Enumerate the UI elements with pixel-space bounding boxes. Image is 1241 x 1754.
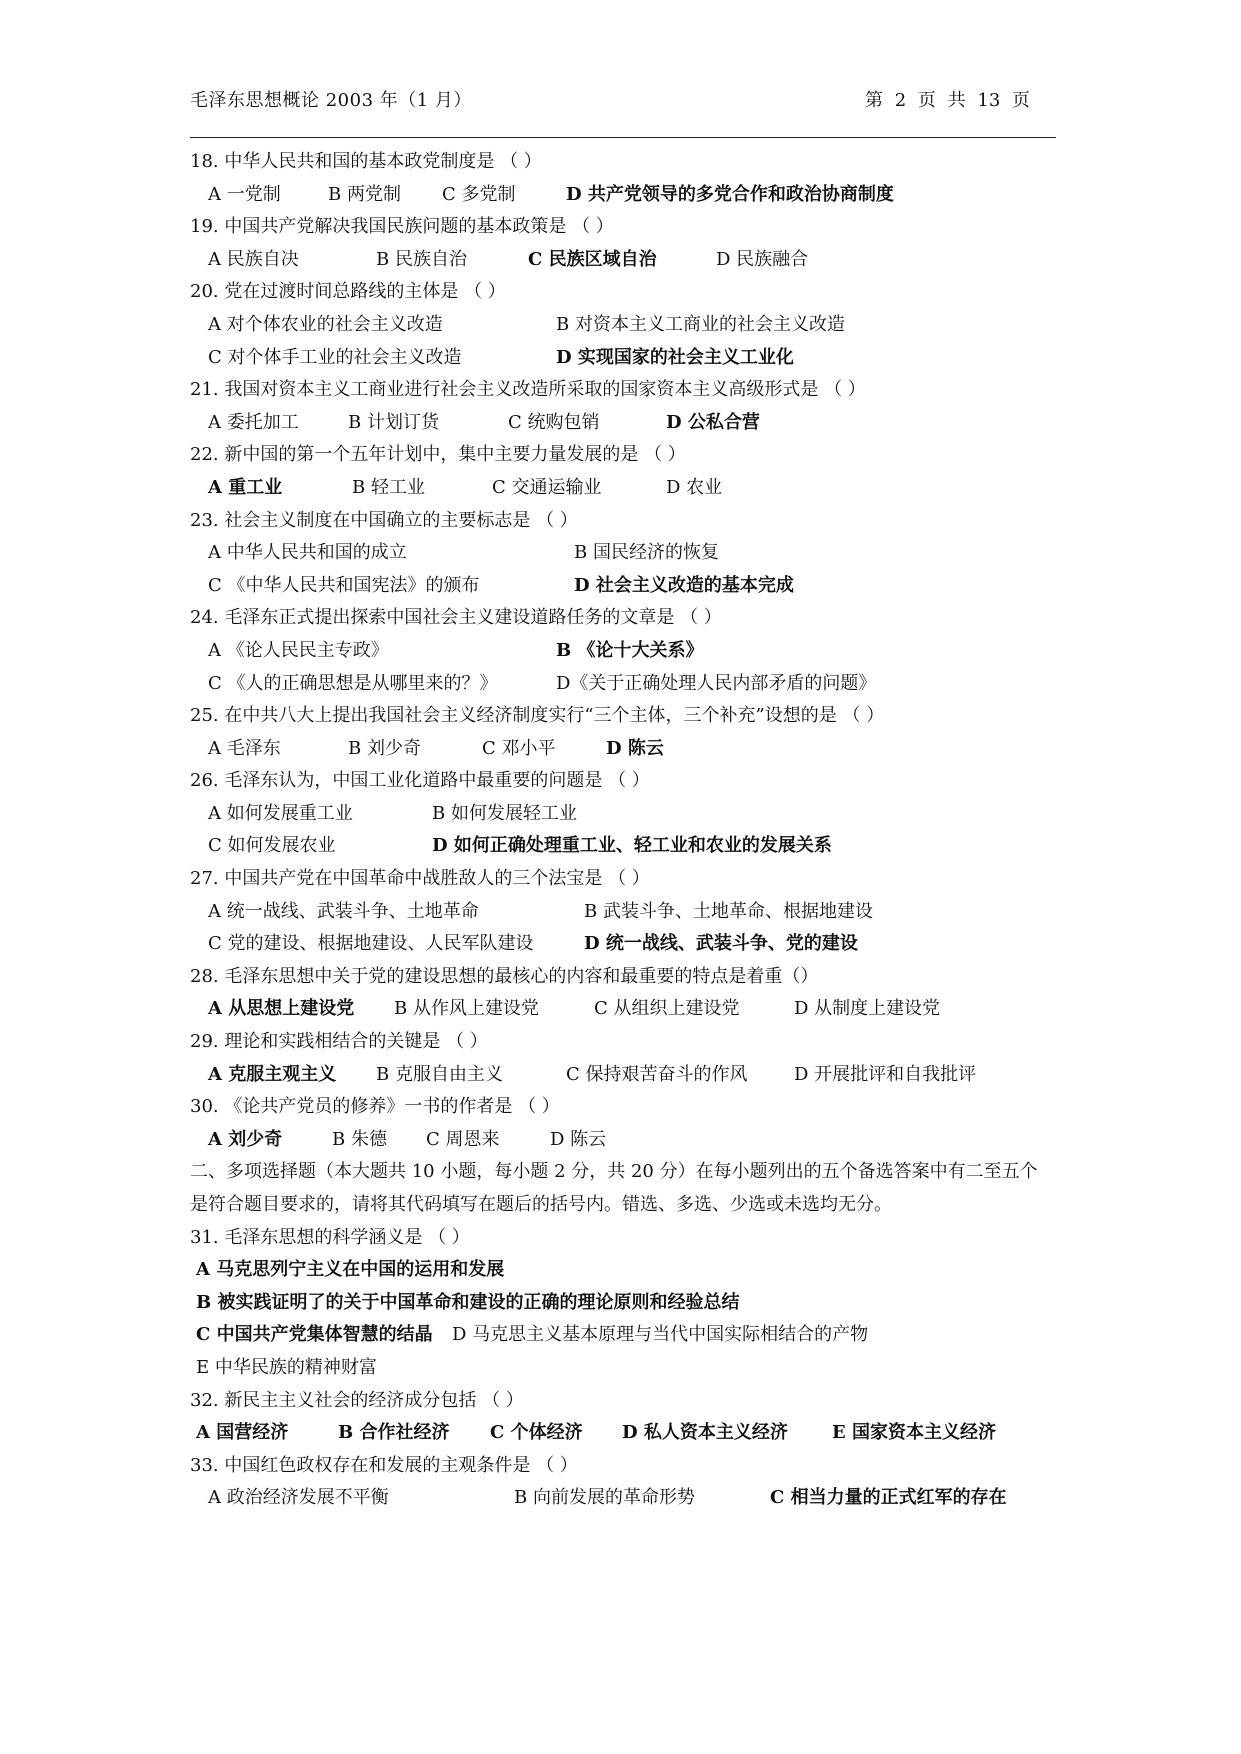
option-a: A 如何发展重工业 (208, 802, 353, 824)
option-b: B 向前发展的革命形势 (514, 1487, 695, 1509)
question-25 (190, 700, 1060, 733)
options-31-row3 (190, 1319, 1060, 1352)
option-b: B 朱德 (332, 1128, 387, 1150)
option-c: C 《中华人民共和国宪法》的颁布 (208, 574, 480, 596)
option-c: C 党的建设、根据地建设、人民军队建设 (208, 933, 534, 955)
option-c: C 邓小平 (482, 737, 556, 759)
option-c: C 保持艰苦奋斗的作风 (566, 1063, 748, 1085)
options-32 (190, 1417, 1060, 1450)
option-c-answer: C 相当力量的正式红军的存在 (770, 1487, 1007, 1509)
option-a: A 一党制 (208, 183, 281, 205)
question-30 (190, 1091, 1060, 1124)
question-text: 32. 新民主主义社会的经济成分包括 （ ） (190, 1389, 524, 1411)
option-a: A 毛泽东 (208, 737, 281, 759)
option-d: D 陈云 (550, 1128, 607, 1150)
question-23 (190, 505, 1060, 538)
options-27-row1 (190, 896, 1060, 929)
question-text: 27. 中国共产党在中国革命中战胜敌人的三个法宝是 （ ） (190, 868, 650, 890)
question-27 (190, 863, 1060, 896)
document-title: 毛泽东思想概论 2003 年（1 月） (190, 90, 472, 111)
options-23-row1 (190, 537, 1060, 570)
options-26-row2 (190, 830, 1060, 863)
question-text: 22. 新中国的第一个五年计划中，集中主要力量发展的是 （ ） (190, 444, 686, 466)
option-c-answer: C 民族区域自治 (528, 248, 657, 270)
question-28 (190, 961, 1060, 994)
options-31-row4 (190, 1352, 1060, 1385)
option-b: B 武装斗争、土地革命、根据地建设 (584, 900, 873, 922)
option-c-answer: C 个体经济 (490, 1422, 583, 1444)
option-a: A 对个体农业的社会主义改造 (208, 313, 443, 335)
option-a-answer: A 国营经济 (196, 1422, 289, 1444)
option-a: A 《论人民民主专政》 (208, 639, 389, 661)
option-c: C 对个体手工业的社会主义改造 (208, 346, 462, 368)
option-a-answer: A 马克思列宁主义在中国的运用和发展 (196, 1259, 505, 1281)
section-2-heading-line1 (190, 1156, 1060, 1189)
question-20 (190, 276, 1060, 309)
options-30 (190, 1124, 1060, 1157)
option-d: D 从制度上建设党 (794, 998, 941, 1020)
option-a: A 中华人民共和国的成立 (208, 542, 407, 564)
page-header (190, 86, 1030, 116)
question-text: 24. 毛泽东正式提出探索中国社会主义建设道路任务的文章是 （ ） (190, 607, 722, 629)
section-2-heading-line2 (190, 1189, 1060, 1222)
options-26-row1 (190, 798, 1060, 831)
question-19 (190, 211, 1060, 244)
option-b: B 对资本主义工商业的社会主义改造 (556, 313, 845, 335)
section-heading-text: 是符合题目要求的，请将其代码填写在题后的括号内。错选、多选、少选或未选均无分。 (190, 1194, 892, 1215)
option-b-answer: B 合作社经济 (338, 1422, 450, 1444)
question-text: 33. 中国红色政权存在和发展的主观条件是 （ ） (190, 1454, 578, 1476)
question-text: 29. 理论和实践相结合的关键是 （ ） (190, 1031, 488, 1053)
option-c: C 《人的正确思想是从哪里来的？》 (208, 672, 498, 694)
header-rule (190, 137, 1056, 138)
option-e: E 中华民族的精神财富 (196, 1356, 377, 1378)
option-d-answer: D 陈云 (606, 737, 664, 759)
option-b: B 两党制 (328, 183, 401, 205)
option-b: B 计划订货 (348, 411, 439, 433)
options-27-row2 (190, 928, 1060, 961)
option-b: B 刘少奇 (348, 737, 421, 759)
question-text: 26. 毛泽东认为，中国工业化道路中最重要的问题是 （ ） (190, 770, 650, 792)
option-a-answer: A 重工业 (208, 476, 283, 498)
option-b: B 从作风上建设党 (394, 998, 539, 1020)
options-24-row2 (190, 668, 1060, 701)
option-a: A 委托加工 (208, 411, 299, 433)
options-28 (190, 993, 1060, 1026)
options-24-row1 (190, 635, 1060, 668)
option-a-answer: A 从思想上建设党 (208, 998, 355, 1020)
option-d: D 民族融合 (716, 248, 809, 270)
page-number: 第 2 页 共 13 页 (865, 90, 1030, 111)
option-b: B 如何发展轻工业 (432, 802, 577, 824)
question-text: 30. 《论共产党员的修养》一书的作者是 （ ） (190, 1096, 560, 1118)
option-d-answer: D 社会主义改造的基本完成 (574, 574, 794, 596)
question-32 (190, 1385, 1060, 1418)
options-31-row1 (190, 1254, 1060, 1287)
options-23-row2 (190, 570, 1060, 603)
option-d-answer: D 统一战线、武装斗争、党的建设 (584, 933, 858, 955)
option-c: C 多党制 (442, 183, 516, 205)
options-20-row1 (190, 309, 1060, 342)
options-31-row2 (190, 1287, 1060, 1320)
options-33 (190, 1482, 1060, 1515)
question-text: 21. 我国对资本主义工商业进行社会主义改造所采取的国家资本主义高级形式是 （ ） (190, 379, 866, 401)
question-22 (190, 439, 1060, 472)
option-d-answer: D 实现国家的社会主义工业化 (556, 346, 794, 368)
options-20-row2 (190, 342, 1060, 375)
question-text: 25. 在中共八大上提出我国社会主义经济制度实行“三个主体，三个补充”设想的是 （ ） (190, 705, 885, 727)
options-21 (190, 407, 1060, 440)
question-text: 19. 中国共产党解决我国民族问题的基本政策是 （ ） (190, 216, 614, 238)
question-text: 18. 中华人民共和国的基本政党制度是 （ ） (190, 151, 542, 172)
option-c: C 交通运输业 (492, 476, 602, 498)
options-18 (190, 179, 1060, 212)
option-d-answer: D 共产党领导的多党合作和政治协商制度 (566, 183, 894, 205)
option-b-answer: B 被实践证明了的关于中国革命和建设的正确的理论原则和经验总结 (196, 1291, 740, 1313)
option-b: B 国民经济的恢复 (574, 542, 719, 564)
option-d-answer: D 如何正确处理重工业、轻工业和农业的发展关系 (432, 835, 832, 857)
question-26 (190, 765, 1060, 798)
option-a: A 政治经济发展不平衡 (208, 1487, 389, 1509)
option-c-answer: C 中国共产党集体智慧的结晶 (196, 1324, 433, 1346)
option-a-answer: A 克服主观主义 (208, 1063, 337, 1085)
question-24 (190, 602, 1060, 635)
question-text: 23. 社会主义制度在中国确立的主要标志是 （ ） (190, 509, 578, 531)
option-b: B 克服自由主义 (376, 1063, 503, 1085)
option-b-answer: B 《论十大关系》 (556, 639, 704, 661)
question-18 (190, 146, 1060, 179)
options-29 (190, 1059, 1060, 1092)
option-d: D 农业 (666, 476, 723, 498)
question-text: 28. 毛泽东思想中关于党的建设思想的最核心的内容和最重要的特点是着重（） (190, 965, 819, 987)
option-d: D 开展批评和自我批评 (794, 1063, 977, 1085)
option-c: C 如何发展农业 (208, 835, 336, 857)
options-19 (190, 244, 1060, 277)
option-c: C 从组织上建设党 (594, 998, 740, 1020)
option-d: D 马克思主义基本原理与当代中国实际相结合的产物 (452, 1324, 869, 1346)
option-d: D《关于正确处理人民内部矛盾的问题》 (556, 672, 877, 694)
option-a-answer: A 刘少奇 (208, 1128, 283, 1150)
options-22 (190, 472, 1060, 505)
question-29 (190, 1026, 1060, 1059)
question-text: 20. 党在过渡时间总路线的主体是 （ ） (190, 281, 506, 303)
section-heading-text: 二、多项选择题（本大题共 10 小题，每小题 2 分，共 20 分）在每小题列出的五个备选答案中有二至五个 (190, 1161, 1038, 1183)
option-c: C 统购包销 (508, 411, 600, 433)
options-25 (190, 733, 1060, 766)
option-a: A 统一战线、武装斗争、土地革命 (208, 900, 479, 922)
question-21 (190, 374, 1060, 407)
question-33 (190, 1450, 1060, 1483)
option-c: C 周恩来 (426, 1128, 500, 1150)
option-b: B 轻工业 (352, 476, 425, 498)
option-b: B 民族自治 (376, 248, 467, 270)
option-e-answer: E 国家资本主义经济 (832, 1422, 996, 1444)
option-a: A 民族自决 (208, 248, 299, 270)
option-d-answer: D 私人资本主义经济 (622, 1422, 788, 1444)
option-d-answer: D 公私合营 (666, 411, 760, 433)
question-text: 31. 毛泽东思想的科学涵义是 （ ） (190, 1226, 470, 1248)
question-31 (190, 1222, 1060, 1255)
question-list (190, 146, 1060, 1515)
